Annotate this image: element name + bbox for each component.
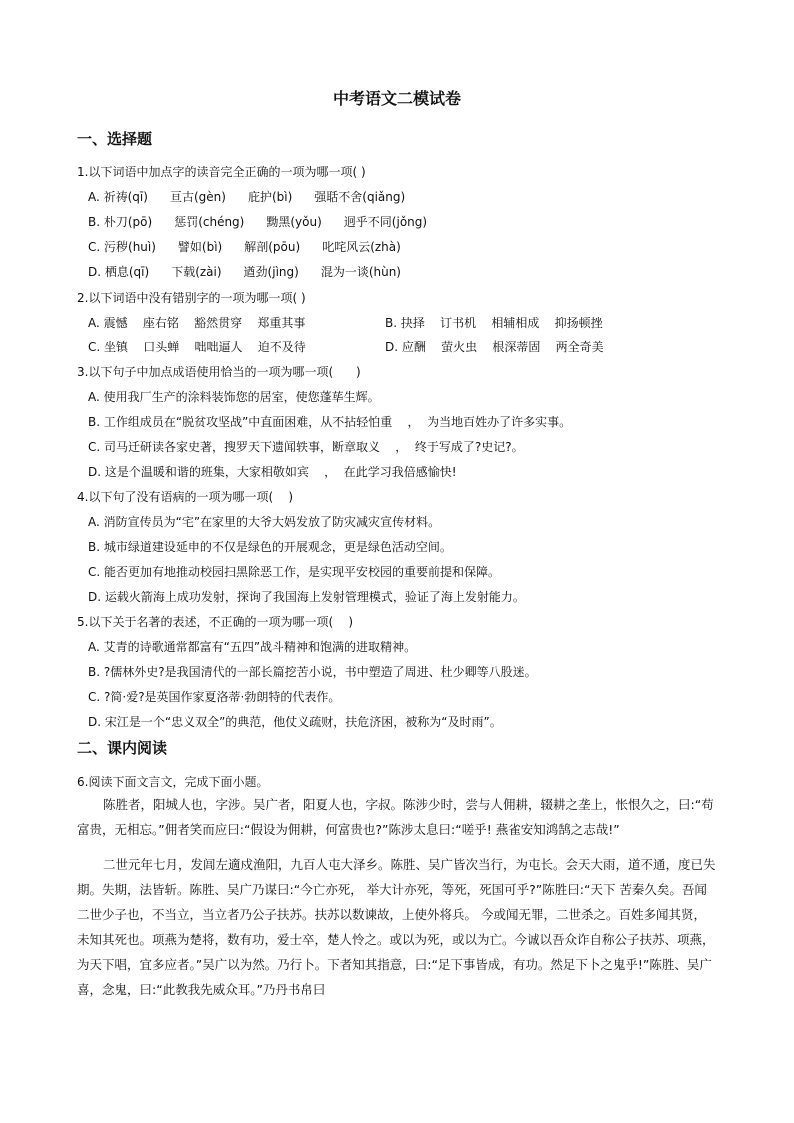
passage-paragraph-2: 二世元年七月，发闾左適戍渔阳，九百人屯大泽乡。陈胜、吴广皆次当行，为屯长。会天大雨，道不通，度已失期。失期，法皆斩。陈胜、吴广乃谋曰:“今亡亦死， 举大计亦死，等死，死国可乎?”陈胜曰:“天下 苦秦久矣。吾闻二世少子也，不当立，当立者乃公子扶苏。扶苏以数谏故，上使外将兵。 今或闻无罪，二世杀之。百姓多闻其贤，未知其死也。项燕为楚将，数有功，爱士卒，楚人怜之。或以为死，或以为亡。今诚以吾众诈自称公子扶苏、项燕，为天下唱，宜多应者。”吴广以为然。乃行卜。下者知其指意，曰:“足下事皆成，有功。然足下卜之鬼乎!”陈胜、吴广喜，念鬼，曰:“此教我先威众耳。”乃丹书帛曰 bbox=[77, 857, 716, 997]
option-term: 譬如(bì) bbox=[177, 240, 223, 254]
page-title: 中考语文二模试卷 bbox=[332, 89, 461, 108]
option-term: 迥乎不同(jǒng) bbox=[343, 215, 428, 229]
question-2-option-d: D. 应酬 萤火虫 根深蒂固 两全奇美 bbox=[385, 340, 604, 354]
question-4-stem: 4.以下句了没有语病的一项为哪一项( ) bbox=[77, 490, 294, 504]
question-5-option-b: B. ?儒林外史?是我国清代的一部长篇挖苦小说，书中塑造了周进、杜少卿等八股迷。 bbox=[88, 665, 537, 679]
section-heading-reading: 二、课内阅读 bbox=[77, 739, 168, 757]
option-term: 庇护(bì) bbox=[247, 190, 293, 204]
question-6-stem: 6.阅读下面文言文，完成下面小题。 bbox=[77, 775, 269, 789]
option-term: 亘古(gèn) bbox=[169, 190, 226, 204]
question-1-option-d bbox=[88, 263, 401, 280]
question-1-option-c bbox=[88, 238, 401, 255]
passage-paragraph-1: 陈胜者，阳城人也，字涉。吴广者，阳夏人也，字叔。陈涉少时，尝与人佣耕，辍耕之垄上，怅恨久之，曰:“苟富贵，无相忘。”佣者笑而应曰:“假设为佣耕，何富贵也?”陈涉太息曰:“嗟乎! 燕雀安知鸿鹄之志哉!” bbox=[77, 797, 714, 837]
question-1-option-a bbox=[88, 188, 405, 205]
question-3-option-d: D. 这是个温暖和谐的班集，大家相敬如宾 ， 在此学习我倍感愉快! bbox=[88, 465, 457, 479]
question-5-option-d: D. 宋江是一个“忠义双全”的典范，他仗义疏财，扶危济困，被称为“及时雨”。 bbox=[88, 715, 502, 729]
question-3-stem: 3.以下句子中加点成语使用恰当的一项为哪一项( ) bbox=[77, 365, 361, 379]
option-term: C. 污秽(huì) bbox=[88, 240, 156, 254]
option-term: B. 朴刀(pō) bbox=[88, 215, 153, 229]
option-term: 惩罚(chéng) bbox=[174, 215, 245, 229]
option-term: 强聒不舍(qiǎng) bbox=[314, 190, 406, 204]
question-4-option-b: B. 城市绿道建设延申的不仅是绿色的开展观念，更是绿色活动空间。 bbox=[88, 540, 452, 554]
question-4-option-d: D. 运载火箭海上成功发射，探询了我国海上发射管理模式，验证了海上发射能力。 bbox=[88, 590, 525, 604]
question-5-stem: 5.以下关于名著的表述，不正确的一项为哪一项( ) bbox=[77, 615, 354, 629]
reading-passage bbox=[77, 792, 717, 1002]
option-term: 解剖(pōu) bbox=[244, 240, 301, 254]
question-2-option-b: B. 抉择 订书机 相辅相成 抑扬顿挫 bbox=[385, 316, 603, 330]
section-heading-choice: 一、选择题 bbox=[77, 130, 153, 148]
option-term: 黝黑(yǒu) bbox=[266, 215, 322, 229]
question-2-option-c: C. 坐镇 口头蝉 咄咄逼人 迫不及待 bbox=[88, 340, 306, 354]
question-4-option-c: C. 能否更加有地推动校园扫黑除恶工作，是实现平安校园的重要前提和保障。 bbox=[88, 565, 501, 579]
question-2-stem: 2.以下词语中没有错别字的一项为哪一项( ) bbox=[77, 291, 306, 305]
question-5-option-a: A. 艾青的诗歌通常都富有“五四”战斗精神和饱满的进取精神。 bbox=[88, 640, 417, 654]
question-1-stem: 1.以下词语中加点字的读音完全正确的一项为哪一项( ) bbox=[77, 165, 366, 179]
question-5-option-c: C. ?简·爱?是英国作家夏洛蒂·勃朗特的代表作。 bbox=[88, 690, 341, 704]
question-3-option-a: A. 使用我厂生产的涂料装饰您的居室，使您蓬荜生辉。 bbox=[88, 390, 380, 404]
option-term: 遒劲(jìng) bbox=[243, 265, 299, 279]
question-3-option-b: B. 工作组成员在“脱贫攻坚战”中直面困难，从不拈轻怕重 ， 为当地百姓办了许多实事。 bbox=[88, 415, 572, 429]
option-term: 混为一谈(hùn) bbox=[320, 265, 401, 279]
question-1-option-b bbox=[88, 213, 427, 230]
question-3-option-c: C. 司马迁研读各家史著，搜罗天下遗闻轶事，断章取义 ， 终于写成了?史记?。 bbox=[88, 440, 524, 454]
option-term: D. 栖息(qī) bbox=[88, 265, 150, 279]
question-4-option-a: A. 消防宣传员为“宅”在家里的大爷大妈发放了防灾减灾宣传材料。 bbox=[88, 515, 441, 529]
option-term: A. 祈祷(qī) bbox=[88, 190, 148, 204]
option-term: 下载(zài) bbox=[171, 265, 222, 279]
option-term: 叱咤风云(zhà) bbox=[322, 240, 401, 254]
question-2-option-a: A. 震憾 座右铭 豁然贯穿 郑重其事 bbox=[88, 316, 306, 330]
